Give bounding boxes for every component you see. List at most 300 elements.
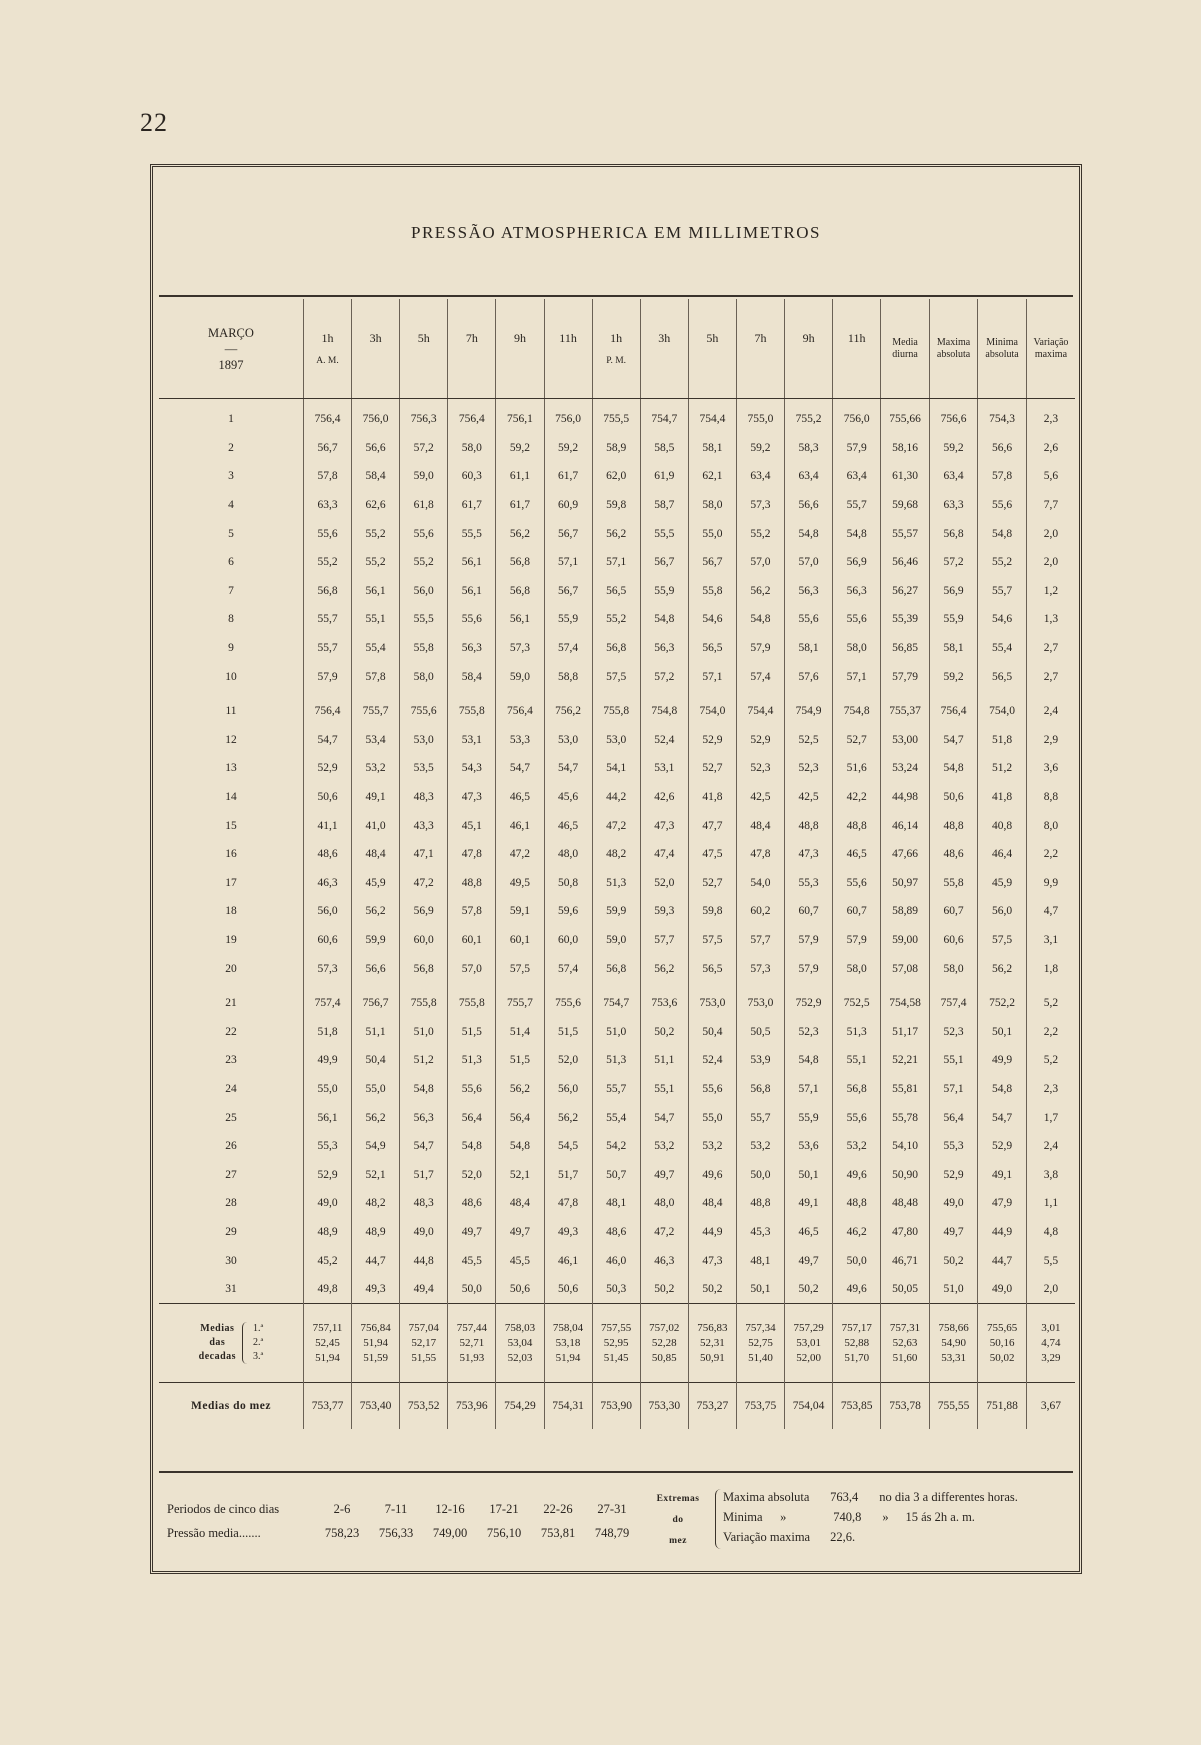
value-cell: 47,3 [640,811,688,840]
value-cell: 54,8 [785,1046,833,1075]
value-cell: 50,3 [592,1275,640,1304]
value-cell: 49,5 [496,869,544,898]
value-cell: 56,4 [496,1103,544,1132]
month-mean-cell: 753,52 [400,1383,448,1430]
value-cell: 56,7 [303,434,351,463]
value-cell: 756,3 [400,399,448,434]
table-row [159,1075,1075,1104]
pm-label: P. M. [606,356,627,366]
value-cell: 48,8 [448,869,496,898]
value-cell: 50,90 [881,1160,930,1189]
value-cell: 50,2 [785,1275,833,1304]
value-cell: 755,7 [352,697,400,726]
title-divider [159,295,1073,297]
value-cell: 55,1 [640,1075,688,1104]
value-cell: 55,4 [978,634,1027,663]
value-cell: 53,4 [352,726,400,755]
value-cell: 2,4 [1026,697,1075,726]
value-cell: 57,3 [736,954,784,983]
day-cell: 9 [228,642,234,655]
value-cell: 56,6 [785,491,833,520]
value-cell: 59,0 [496,662,544,691]
value-cell: 2,0 [1026,519,1075,548]
value-cell: 756,4 [496,697,544,726]
period-value: 27-31 [597,1501,627,1516]
table-row [159,783,1075,812]
day-cell: 29 [225,1225,237,1238]
value-cell: 56,1 [352,577,400,606]
value-cell: 54,8 [496,1132,544,1161]
value-cell: 48,8 [736,1189,784,1218]
value-cell: 754,4 [736,697,784,726]
table-row [159,577,1075,606]
table-title: PRESSÃO ATMOSPHERICA EM MILLIMETROS [410,223,822,242]
day-cell: 26 [225,1140,237,1153]
day-cell: 22 [225,1025,237,1038]
value-cell: 753,0 [688,989,736,1018]
extrema-max: Maxima absoluta 763,4 no dia 3 a differentes horas. [723,1490,1018,1504]
value-cell: 58,1 [929,634,978,663]
value-cell: 50,1 [736,1275,784,1304]
value-cell: 41,0 [352,811,400,840]
value-cell: 48,9 [303,1218,351,1247]
value-cell: 59,2 [736,434,784,463]
value-cell: 50,7 [592,1160,640,1189]
value-cell: 2,7 [1026,662,1075,691]
value-cell: 55,0 [303,1075,351,1104]
value-cell: 52,0 [544,1046,592,1075]
value-cell: 48,6 [303,840,351,869]
value-cell: 60,2 [736,897,784,926]
value-cell: 55,2 [592,605,640,634]
value-cell: 49,6 [833,1160,881,1189]
value-cell: 55,6 [448,605,496,634]
extremas-brace [715,1489,722,1549]
value-cell: 55,39 [881,605,930,634]
value-cell: 57,9 [736,634,784,663]
value-cell: 754,0 [688,697,736,726]
value-cell: 53,00 [881,726,930,755]
value-cell: 55,7 [303,605,351,634]
value-cell: 57,1 [592,548,640,577]
value-cell: 52,3 [785,1017,833,1046]
value-cell: 55,9 [544,605,592,634]
month-means-row [159,1383,1075,1430]
value-cell: 44,9 [978,1218,1027,1247]
value-cell: 59,2 [929,434,978,463]
value-cell: 51,3 [592,1046,640,1075]
value-cell: 52,7 [688,754,736,783]
value-cell: 54,8 [736,605,784,634]
value-cell: 56,8 [303,577,351,606]
table-body [159,399,1075,1430]
page-number: 22 [140,108,168,137]
value-cell: 47,5 [688,840,736,869]
value-cell: 56,3 [400,1103,448,1132]
value-cell: 55,1 [352,605,400,634]
value-cell: 47,3 [448,783,496,812]
table-row [159,989,1075,1018]
month-means-label: Medias do mez [159,1383,303,1430]
value-cell: 56,0 [978,897,1027,926]
value-cell: 49,0 [303,1189,351,1218]
value-cell: 48,2 [352,1189,400,1218]
value-cell: 62,1 [688,462,736,491]
day-cell: 25 [225,1111,237,1124]
value-cell: 58,7 [640,491,688,520]
value-cell: 61,30 [881,462,930,491]
value-cell: 52,1 [496,1160,544,1189]
month-header [159,299,303,399]
value-cell: 52,9 [736,726,784,755]
value-cell: 49,7 [785,1246,833,1275]
value-cell: 42,2 [833,783,881,812]
table-row [159,1017,1075,1046]
value-cell: 49,1 [978,1160,1027,1189]
value-cell: 2,2 [1026,1017,1075,1046]
value-cell: 57,9 [303,662,351,691]
value-cell: 58,1 [688,434,736,463]
day-cell: 15 [225,819,237,832]
value-cell: 56,2 [544,1103,592,1132]
value-cell: 59,1 [496,897,544,926]
value-cell: 54,1 [592,754,640,783]
periods-row [167,1497,639,1521]
value-cell: 55,6 [688,1075,736,1104]
value-cell: 54,7 [978,1103,1027,1132]
decade-mean-cell: 755,65 50,16 50,02 [978,1304,1027,1383]
value-cell: 61,8 [400,491,448,520]
hour-header: 3h [640,299,688,399]
value-cell: 50,5 [736,1017,784,1046]
value-cell: 56,9 [400,897,448,926]
value-cell: 756,4 [929,697,978,726]
value-cell: 57,3 [496,634,544,663]
value-cell: 5,2 [1026,1046,1075,1075]
value-cell: 47,3 [785,840,833,869]
value-cell: 49,7 [448,1218,496,1247]
value-cell: 45,5 [496,1246,544,1275]
value-cell: 756,4 [303,399,351,434]
value-cell: 752,5 [833,989,881,1018]
value-cell: 56,6 [352,954,400,983]
value-cell: 9,9 [1026,869,1075,898]
decade-mean-cell: 3,01 4,74 3,29 [1026,1304,1075,1383]
value-cell: 54,10 [881,1132,930,1161]
value-cell: 55,7 [303,634,351,663]
value-cell: 51,5 [496,1046,544,1075]
day-cell: 28 [225,1197,237,1210]
day-cell: 2 [228,441,234,454]
value-cell: 54,8 [400,1075,448,1104]
value-cell: 62,6 [352,491,400,520]
month-mean-cell: 753,75 [736,1383,784,1430]
day-cell: 31 [225,1283,237,1296]
value-cell: 54,7 [544,754,592,783]
value-cell: 55,7 [978,577,1027,606]
value-cell: 53,0 [592,726,640,755]
value-cell: 55,6 [978,491,1027,520]
value-cell: 60,0 [400,926,448,955]
value-cell: 54,8 [978,1075,1027,1104]
value-cell: 49,7 [640,1160,688,1189]
value-cell: 56,9 [833,548,881,577]
value-cell: 49,3 [352,1275,400,1304]
value-cell: 40,8 [978,811,1027,840]
value-cell: 55,1 [833,1046,881,1075]
value-cell: 4,7 [1026,897,1075,926]
value-cell: 51,8 [978,726,1027,755]
value-cell: 50,2 [640,1017,688,1046]
value-cell: 49,6 [833,1275,881,1304]
value-cell: 57,1 [688,662,736,691]
value-cell: 63,4 [929,462,978,491]
table-row [159,926,1075,955]
value-cell: 756,4 [448,399,496,434]
value-cell: 56,7 [640,548,688,577]
value-cell: 47,8 [448,840,496,869]
value-cell: 8,0 [1026,811,1075,840]
value-cell: 60,7 [833,897,881,926]
value-cell: 57,1 [833,662,881,691]
value-cell: 56,5 [592,577,640,606]
value-cell: 2,0 [1026,548,1075,577]
table-row [159,1160,1075,1189]
value-cell: 47,80 [881,1218,930,1247]
value-cell: 51,0 [592,1017,640,1046]
value-cell: 56,4 [448,1103,496,1132]
table-row [159,1189,1075,1218]
value-cell: 5,2 [1026,989,1075,1018]
value-cell: 4,8 [1026,1218,1075,1247]
value-cell: 54,8 [785,519,833,548]
value-cell: 48,48 [881,1189,930,1218]
day-cell: 12 [225,733,237,746]
decade-mean-cell: 756,83 52,31 50,91 [688,1304,736,1383]
value-cell: 55,57 [881,519,930,548]
value-cell: 46,71 [881,1246,930,1275]
value-cell: 55,6 [303,519,351,548]
day-cell: 16 [225,848,237,861]
value-cell: 757,4 [929,989,978,1018]
value-cell: 47,7 [688,811,736,840]
decade-mean-cell: 757,11 52,45 51,94 [303,1304,351,1383]
value-cell: 45,9 [352,869,400,898]
pressure-value: 756,10 [486,1525,522,1540]
table-row [159,811,1075,840]
value-cell: 56,2 [640,954,688,983]
hour-header: 7h [448,299,496,399]
value-cell: 56,8 [400,954,448,983]
decade-ordinals: 1.ª 2.ª 3.ª [253,1323,264,1363]
minima-header: Minima absoluta [978,299,1027,399]
value-cell: 754,3 [978,399,1027,434]
value-cell: 63,3 [303,491,351,520]
value-cell: 48,4 [688,1189,736,1218]
value-cell: 58,0 [448,434,496,463]
month-mean-cell: 753,85 [833,1383,881,1430]
value-cell: 59,9 [352,926,400,955]
month-label: MARÇO [208,325,254,340]
value-cell: 55,3 [303,1132,351,1161]
value-cell: 47,66 [881,840,930,869]
value-cell: 58,3 [785,434,833,463]
extremas-lines [723,1487,1018,1547]
value-cell: 48,4 [496,1189,544,1218]
value-cell: 50,2 [640,1275,688,1304]
value-cell: 60,7 [929,897,978,926]
value-cell: 52,7 [688,869,736,898]
value-cell: 55,0 [352,1075,400,1104]
value-cell: 57,3 [736,491,784,520]
value-cell: 756,0 [833,399,881,434]
pressure-value: 756,33 [378,1525,414,1540]
value-cell: 55,2 [352,548,400,577]
value-cell: 51,17 [881,1017,930,1046]
value-cell: 756,6 [929,399,978,434]
decade-mean-cell: 757,17 52,88 51,70 [833,1304,881,1383]
value-cell: 50,6 [929,783,978,812]
value-cell: 55,9 [929,605,978,634]
value-cell: 61,7 [496,491,544,520]
value-cell: 57,8 [352,662,400,691]
value-cell: 49,1 [785,1189,833,1218]
decade-label-cell [159,1304,303,1383]
value-cell: 8,8 [1026,783,1075,812]
value-cell: 53,3 [496,726,544,755]
table-row [159,697,1075,726]
value-cell: 2,9 [1026,726,1075,755]
period-value: 17-21 [489,1501,519,1516]
value-cell: 59,3 [640,897,688,926]
table-row [159,1246,1075,1275]
value-cell: 45,5 [448,1246,496,1275]
value-cell: 58,0 [833,954,881,983]
value-cell: 754,58 [881,989,930,1018]
value-cell: 755,8 [400,989,448,1018]
value-cell: 61,9 [640,462,688,491]
value-cell: 50,2 [929,1246,978,1275]
value-cell: 753,0 [736,989,784,1018]
value-cell: 50,05 [881,1275,930,1304]
value-cell: 59,00 [881,926,930,955]
value-cell: 58,89 [881,897,930,926]
media-diurna-header: Media diurna [881,299,930,399]
value-cell: 50,1 [785,1160,833,1189]
pressure-label: Pressão media....... [167,1525,261,1540]
value-cell: 45,2 [303,1246,351,1275]
value-cell: 60,6 [929,926,978,955]
value-cell: 48,8 [785,811,833,840]
value-cell: 55,2 [352,519,400,548]
value-cell: 57,9 [833,434,881,463]
hour-header: 3h [352,299,400,399]
value-cell: 56,3 [640,634,688,663]
value-cell: 52,4 [640,726,688,755]
value-cell: 57,9 [785,926,833,955]
value-cell: 55,1 [929,1046,978,1075]
value-cell: 59,68 [881,491,930,520]
value-cell: 53,2 [833,1132,881,1161]
value-cell: 56,8 [736,1075,784,1104]
hour-header: 11h [833,299,881,399]
value-cell: 755,66 [881,399,930,434]
value-cell: 52,9 [303,754,351,783]
value-cell: 2,2 [1026,840,1075,869]
value-cell: 56,6 [978,434,1027,463]
value-cell: 51,5 [448,1017,496,1046]
value-cell: 53,9 [736,1046,784,1075]
value-cell: 57,5 [592,662,640,691]
value-cell: 756,1 [496,399,544,434]
value-cell: 55,4 [592,1103,640,1132]
value-cell: 52,1 [352,1160,400,1189]
value-cell: 54,8 [929,754,978,783]
value-cell: 56,3 [785,577,833,606]
value-cell: 41,8 [688,783,736,812]
table-row [159,399,1075,434]
table-row [159,897,1075,926]
value-cell: 56,8 [592,634,640,663]
value-cell: 44,8 [400,1246,448,1275]
value-cell: 51,3 [448,1046,496,1075]
month-mean-cell: 3,67 [1026,1383,1075,1430]
periods-block [167,1497,639,1545]
value-cell: 57,9 [785,954,833,983]
table-row [159,754,1075,783]
pressure-value: 748,79 [594,1525,630,1540]
value-cell: 53,2 [352,754,400,783]
decade-mean-cell: 757,31 52,63 51,60 [881,1304,930,1383]
value-cell: 52,9 [978,1132,1027,1161]
table-row [159,1132,1075,1161]
day-cell: 17 [225,876,237,889]
value-cell: 57,7 [736,926,784,955]
extremas-label: Extremas do mez [656,1494,700,1546]
value-cell: 755,2 [785,399,833,434]
value-cell: 58,0 [688,491,736,520]
value-cell: 51,4 [496,1017,544,1046]
value-cell: 55,9 [640,577,688,606]
value-cell: 60,7 [785,897,833,926]
value-cell: 55,6 [833,1103,881,1132]
value-cell: 48,4 [736,811,784,840]
value-cell: 47,2 [496,840,544,869]
period-value: 7-11 [384,1501,408,1516]
hour-header: 9h [496,299,544,399]
value-cell: 63,3 [929,491,978,520]
value-cell: 54,3 [448,754,496,783]
hour-header: 1h A. M. [303,299,351,399]
value-cell: 43,3 [400,811,448,840]
value-cell: 55,2 [978,548,1027,577]
value-cell: 60,1 [448,926,496,955]
day-cell: 4 [228,499,234,512]
value-cell: 2,3 [1026,1075,1075,1104]
value-cell: 755,37 [881,697,930,726]
value-cell: 55,6 [448,1075,496,1104]
value-cell: 52,5 [785,726,833,755]
value-cell: 44,9 [688,1218,736,1247]
extrema-var: Variação maxima 22,6. [723,1530,856,1544]
table-row [159,840,1075,869]
month-mean-cell: 753,40 [352,1383,400,1430]
value-cell: 2,3 [1026,399,1075,434]
value-cell: 48,8 [833,1189,881,1218]
value-cell: 52,21 [881,1046,930,1075]
value-cell: 47,9 [978,1189,1027,1218]
value-cell: 50,1 [978,1017,1027,1046]
